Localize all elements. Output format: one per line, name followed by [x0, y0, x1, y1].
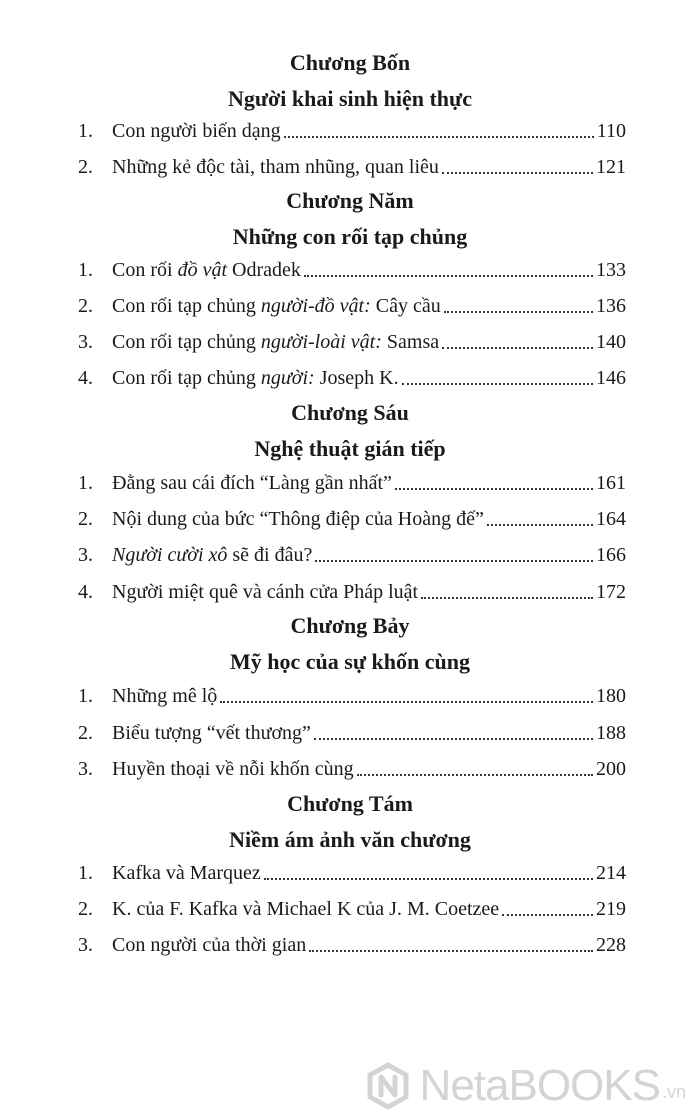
entry-number: 1.	[78, 862, 93, 884]
entry-page: 214	[596, 862, 626, 884]
dot-leader	[442, 172, 593, 174]
toc-entry[interactable]	[78, 895, 626, 921]
toc-entry[interactable]	[78, 931, 626, 957]
dot-leader	[264, 878, 593, 880]
entry-page: 133	[596, 259, 626, 281]
dot-leader	[220, 701, 593, 703]
dot-leader	[442, 347, 593, 349]
entry-page: 188	[596, 722, 626, 744]
entry-number: 3.	[78, 758, 93, 780]
chapter-label: Chương Tám	[287, 791, 413, 816]
chapter-label: Chương Bốn	[289, 50, 411, 75]
chapter-label: Chương Bảy	[290, 613, 410, 638]
dot-leader	[284, 136, 594, 138]
entry-number: 1.	[78, 685, 93, 707]
dot-leader	[487, 524, 593, 526]
dot-leader	[395, 488, 593, 490]
chapter-heading	[60, 400, 640, 462]
toc-entry[interactable]	[78, 256, 626, 282]
toc-entry[interactable]	[78, 469, 626, 495]
entry-number: 3.	[78, 934, 93, 956]
entry-number: 2.	[78, 508, 93, 530]
toc-entry[interactable]	[78, 292, 626, 318]
entry-title: Những mê lộ	[112, 685, 218, 707]
toc-entry[interactable]	[78, 364, 626, 390]
entry-title: Con rối tạp chủng người: Joseph K.	[112, 367, 399, 389]
entry-number: 1.	[78, 259, 93, 281]
toc-entry[interactable]	[78, 755, 626, 781]
entry-title: Người cười xô sẽ đi đâu?	[112, 544, 313, 566]
chapter-title: Nghệ thuật gián tiếp	[254, 436, 446, 461]
dot-leader	[309, 950, 593, 952]
chapter-title: Niềm ám ảnh văn chương	[229, 827, 471, 852]
chapter-label: Chương Năm	[286, 188, 414, 213]
entry-page: 219	[596, 898, 626, 920]
toc-entry[interactable]	[78, 578, 626, 604]
netabooks-logo-icon	[364, 1062, 412, 1110]
entry-number: 3.	[78, 544, 93, 566]
entry-title: Con rối tạp chủng người-loài vật: Samsa	[112, 331, 440, 353]
toc-entry[interactable]	[78, 719, 626, 745]
entry-title: Những kẻ độc tài, tham nhũng, quan liêu	[112, 156, 439, 178]
watermark-suffix: .vn	[661, 1082, 686, 1102]
chapter-title: Những con rối tạp chủng	[232, 224, 468, 249]
entry-title: Đằng sau cái đích “Làng gần nhất”	[112, 472, 392, 494]
entry-page: 164	[596, 508, 626, 530]
entry-page: 172	[596, 581, 626, 603]
entry-number: 3.	[78, 331, 93, 353]
entry-title: Kafka và Marquez	[112, 862, 261, 884]
chapter-title: Mỹ học của sự khốn cùng	[230, 649, 470, 674]
dot-leader	[315, 560, 593, 562]
toc-entry[interactable]	[78, 153, 626, 179]
entry-page: 146	[596, 367, 626, 389]
chapter-heading	[60, 613, 640, 675]
dot-leader	[402, 383, 593, 385]
toc-entry[interactable]	[78, 541, 626, 567]
dot-leader	[502, 914, 593, 916]
watermark-brand: NetaBOOKS	[419, 1061, 660, 1110]
entry-number: 2.	[78, 295, 93, 317]
toc-entry[interactable]	[78, 505, 626, 531]
dot-leader	[421, 597, 593, 599]
entry-title: Huyền thoại về nỗi khốn cùng	[112, 758, 354, 780]
entry-page: 228	[596, 934, 626, 956]
entry-page: 180	[596, 685, 626, 707]
dot-leader	[314, 738, 593, 740]
entry-page: 161	[596, 472, 626, 494]
chapter-heading	[60, 791, 640, 853]
toc-entry[interactable]	[78, 117, 626, 143]
entry-title: Con rối đồ vật Odradek	[112, 259, 301, 281]
entry-page: 121	[596, 156, 626, 178]
dot-leader	[304, 275, 593, 277]
entry-title: Con rối tạp chủng người-đồ vật: Cây cầu	[112, 295, 441, 317]
entry-title: Con người của thời gian	[112, 934, 307, 956]
entry-page: 136	[596, 295, 626, 317]
entry-title: Người miệt quê và cánh cửa Pháp luật	[112, 581, 419, 603]
entry-number: 2.	[78, 156, 93, 178]
chapter-heading	[60, 188, 640, 250]
entry-page: 140	[596, 331, 626, 353]
entry-number: 2.	[78, 722, 93, 744]
entry-page: 166	[596, 544, 626, 566]
entry-title: Biểu tượng “vết thương”	[112, 722, 311, 744]
entry-title: Con người biến dạng	[112, 120, 281, 142]
chapter-label: Chương Sáu	[291, 400, 409, 425]
entry-number: 4.	[78, 581, 93, 603]
chapter-title: Người khai sinh hiện thực	[228, 86, 472, 111]
toc-entry[interactable]	[78, 328, 626, 354]
toc-entry[interactable]	[78, 682, 626, 708]
entry-number: 4.	[78, 367, 93, 389]
dot-leader	[444, 311, 593, 313]
watermark	[364, 1061, 686, 1111]
entry-number: 1.	[78, 120, 93, 142]
toc-entry[interactable]	[78, 859, 626, 885]
entry-number: 2.	[78, 898, 93, 920]
entry-number: 1.	[78, 472, 93, 494]
entry-page: 110	[596, 120, 626, 142]
entry-title: Nội dung của bức “Thông điệp của Hoàng đế”	[112, 508, 484, 530]
chapter-heading	[60, 50, 640, 112]
entry-title: K. của F. Kafka và Michael K của J. M. Coetzee	[112, 898, 500, 920]
dot-leader	[357, 774, 593, 776]
entry-page: 200	[596, 758, 626, 780]
